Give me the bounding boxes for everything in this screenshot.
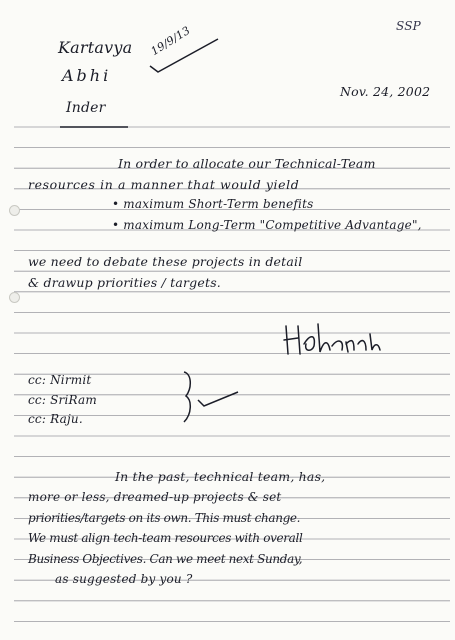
recipient-3: Inder xyxy=(66,100,106,116)
recipient-2: Abhi xyxy=(62,66,112,85)
closing-line-2: more or less, dreamed-up projects & set xyxy=(28,490,282,504)
cc-raju: cc: Raju. xyxy=(28,412,83,426)
recipient-1: Kartavya xyxy=(58,38,133,57)
punch-hole-top xyxy=(9,205,20,216)
cc-brace-check-icon xyxy=(180,370,260,430)
cc-sriram: cc: SriRam xyxy=(28,393,97,407)
para1-line2: resources in a manner that would yield xyxy=(28,177,300,192)
para1-line1: In order to allocate our Technical-Team xyxy=(118,156,376,171)
memo-date: Nov. 24, 2002 xyxy=(340,84,431,99)
punch-hole-bottom xyxy=(9,292,20,303)
para1-line4: & drawup priorities / targets. xyxy=(28,275,221,290)
signature xyxy=(282,320,392,360)
inder-underline xyxy=(60,124,130,130)
closing-line-4: We must align tech-team resources with overall xyxy=(28,531,303,545)
check-note: 19/9/13 xyxy=(148,23,193,59)
bullet-1: • maximum Short-Term benefits xyxy=(112,197,314,211)
bullet-2: • maximum Long-Term "Competitive Advantage", xyxy=(112,218,422,232)
closing-line-1: In the past, technical team, has, xyxy=(115,469,326,484)
cc-nirmit: cc: Nirmit xyxy=(28,373,92,387)
para1-line3: we need to debate these projects in detail xyxy=(28,254,303,269)
closing-line-6: as suggested by you ? xyxy=(55,572,193,586)
closing-line-3: priorities/targets on its own. This must change. xyxy=(28,511,301,525)
closing-line-5: Business Objectives. Can we meet next Sunday, xyxy=(28,552,303,566)
initials: SSP xyxy=(396,19,421,33)
